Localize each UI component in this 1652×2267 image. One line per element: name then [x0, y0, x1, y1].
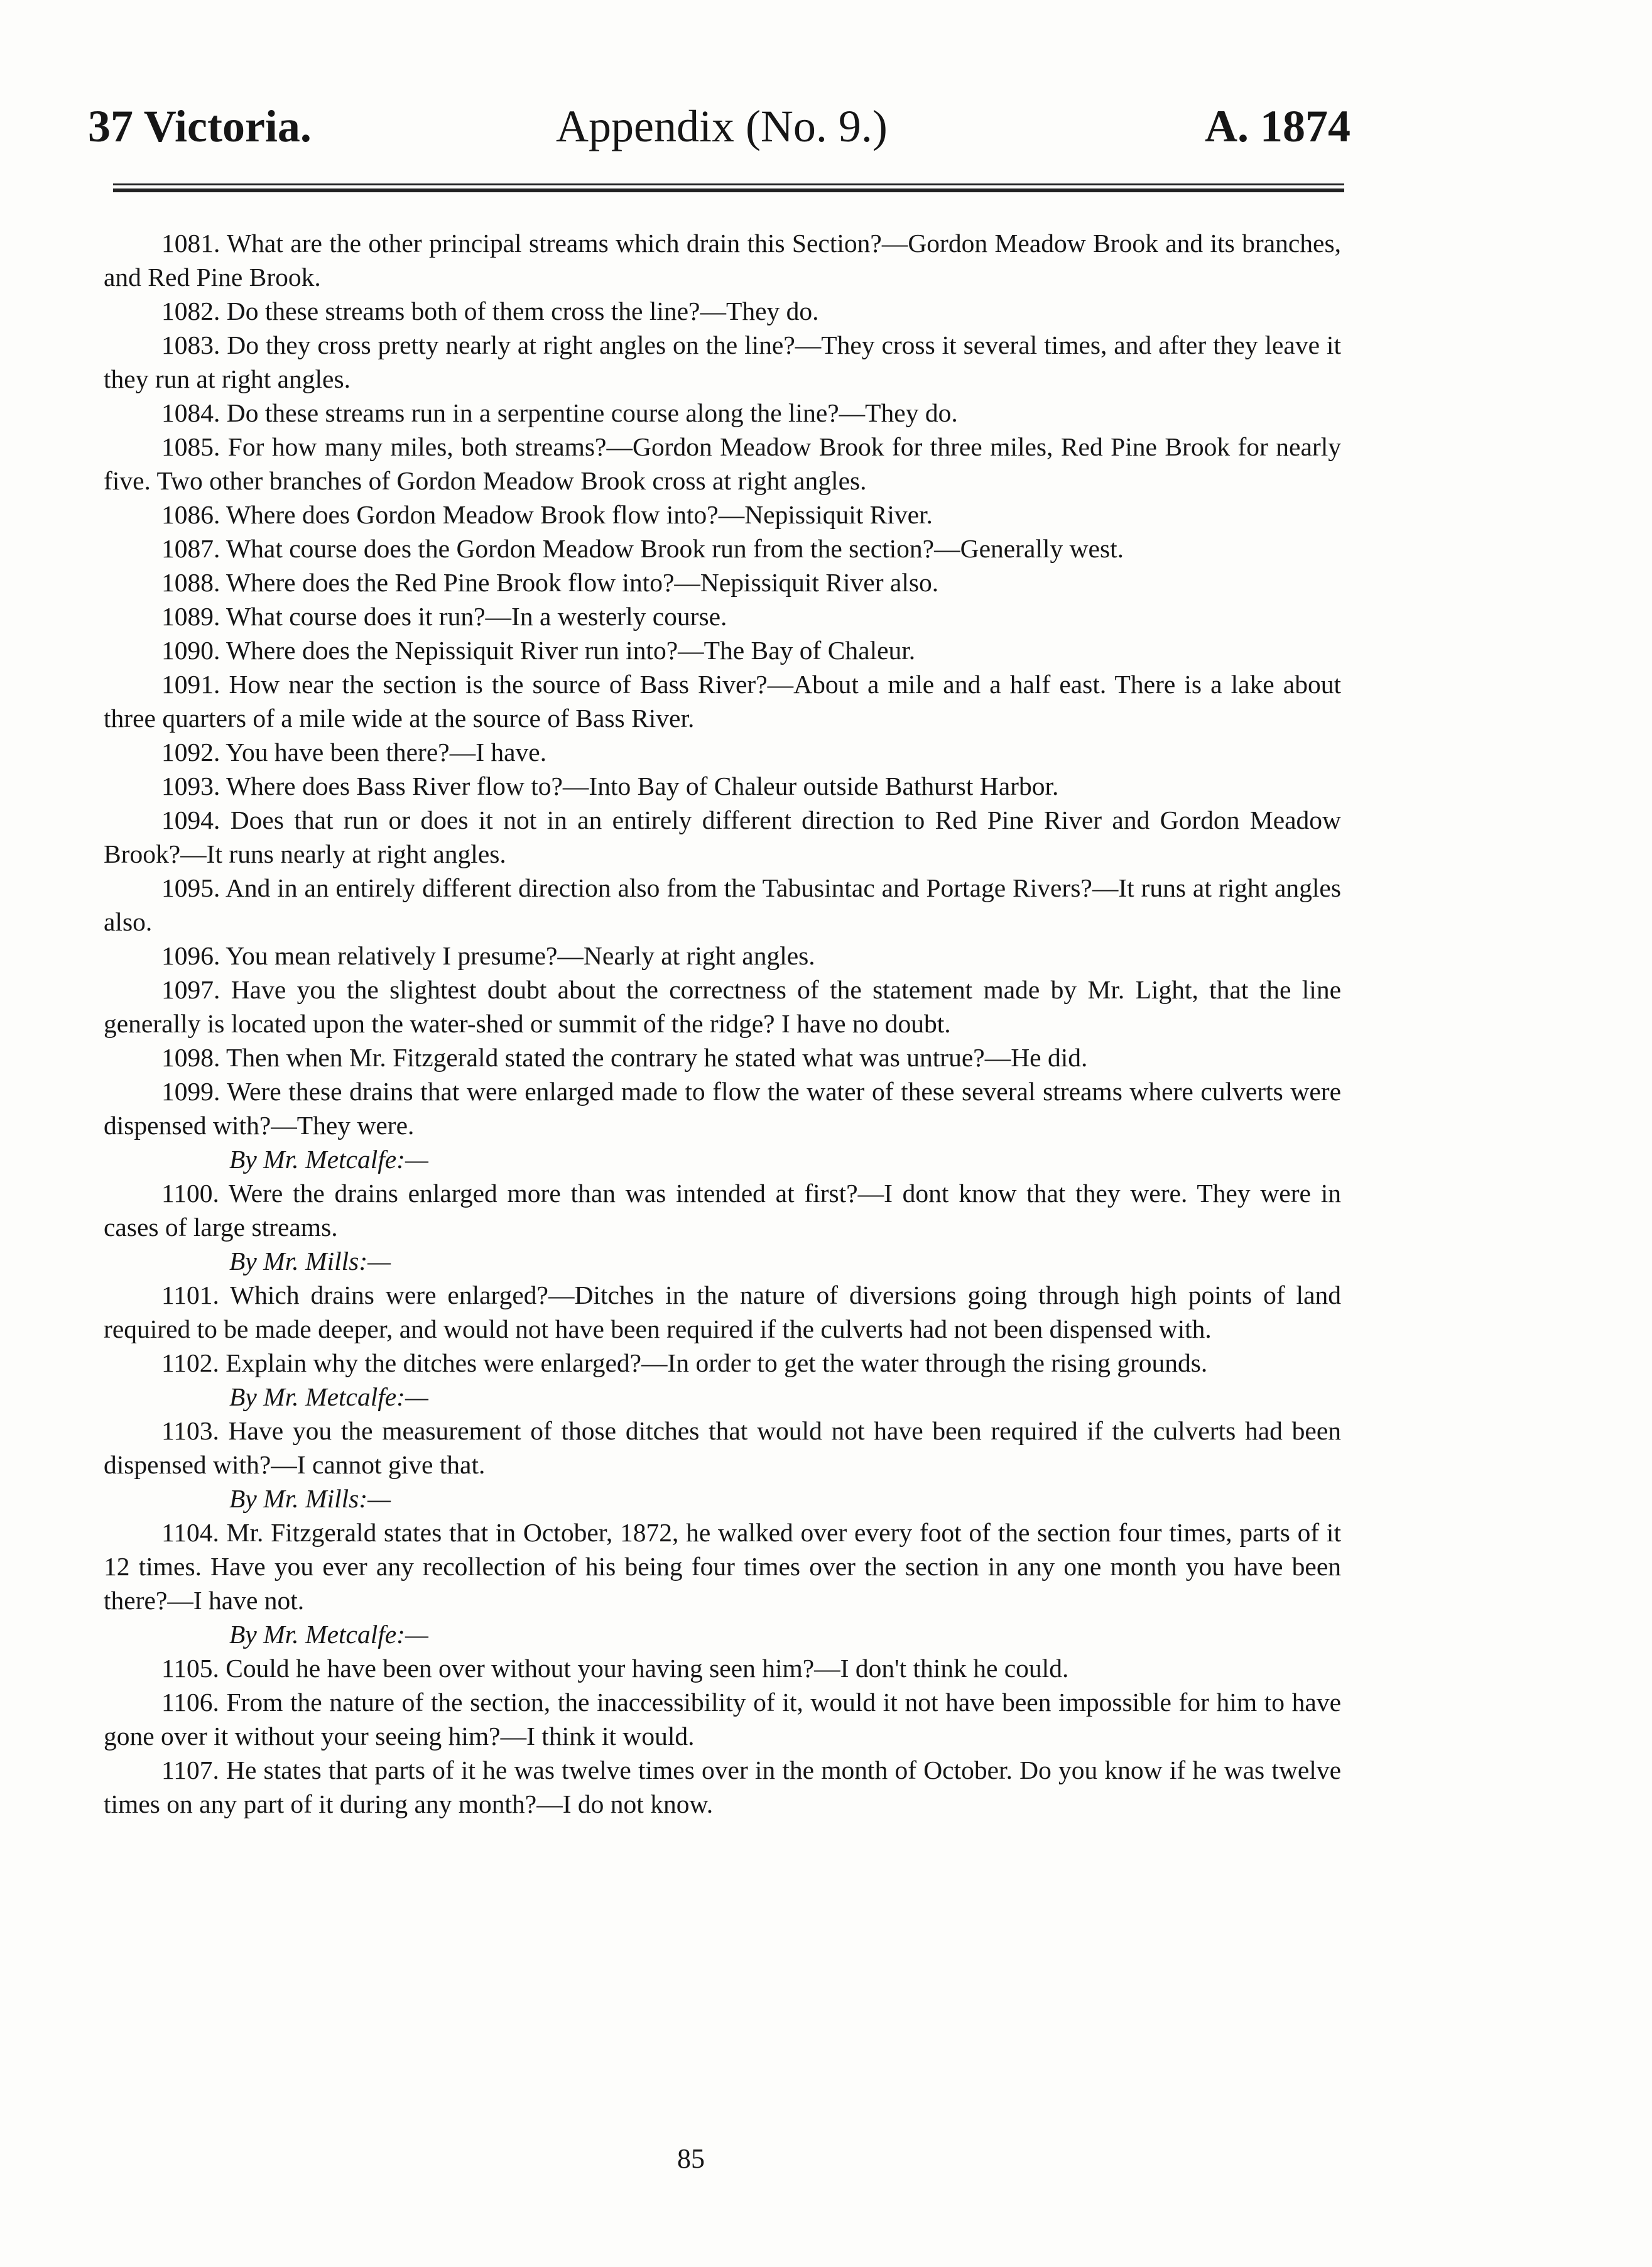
testimony-paragraph: 1096. You mean relatively I presume?—Nearly at right angles.: [161, 941, 815, 970]
testimony-paragraph: 1081. What are the other principal streams which drain this Section?—Gordon Meadow Brook and its branches, and Red Pine Brook.: [104, 229, 1341, 292]
header-year: A. 1874: [1205, 101, 1350, 151]
testimony-paragraph: 1100. Were the drains enlarged more than was intended at first?—I dont know that they were. They were in cases of large streams.: [104, 1179, 1341, 1242]
testimony-paragraph: 1090. Where does the Nepissiquit River run into?—The Bay of Chaleur.: [161, 636, 916, 665]
testimony-paragraph: 1089. What course does it run?—In a westerly course.: [161, 602, 727, 631]
testimony-paragraph: 1097. Have you the slightest doubt about the correctness of the statement made by Mr. Light, that the line generally is located upon the water-shed or summit of the ridge? I have no doubt.: [104, 975, 1341, 1038]
speaker-heading: By Mr. Mills:—: [229, 1247, 391, 1276]
testimony-paragraph: 1098. Then when Mr. Fitzgerald stated the contrary he stated what was untrue?—He did.: [161, 1043, 1088, 1072]
testimony-paragraph: 1093. Where does Bass River flow to?—Into Bay of Chaleur outside Bathurst Harbor.: [161, 772, 1059, 800]
speaker-heading: By Mr. Metcalfe:—: [229, 1620, 428, 1649]
testimony-body: [104, 226, 1341, 1821]
page-number: 85: [677, 2143, 705, 2174]
testimony-paragraph: 1101. Which drains were enlarged?—Ditches in the nature of diversions going through high points of land required to be made deeper, and would not have been required if the culverts had not been dispensed with.: [104, 1281, 1341, 1343]
header-rule-thin: [113, 183, 1344, 185]
page-header: [88, 101, 1350, 170]
testimony-paragraph: 1087. What course does the Gordon Meadow Brook run from the section?—Generally west.: [161, 534, 1124, 563]
testimony-paragraph: 1106. From the nature of the section, the inaccessibility of it, would it not have been impossible for him to have gone over it without your seeing him?—I think it would.: [104, 1688, 1341, 1751]
testimony-paragraph: 1094. Does that run or does it not in an entirely different direction to Red Pine River and Gordon Meadow Brook?—It runs nearly at right angles.: [104, 806, 1341, 868]
testimony-paragraph: 1095. And in an entirely different direction also from the Tabusintac and Portage Rivers?—It runs at right angles also.: [104, 873, 1341, 936]
testimony-paragraph: 1099. Were these drains that were enlarged made to flow the water of these several streams where culverts were dispensed with?—They were.: [104, 1077, 1341, 1140]
speaker-heading: By Mr. Metcalfe:—: [229, 1145, 428, 1174]
speaker-heading: By Mr. Mills:—: [229, 1484, 391, 1513]
testimony-paragraph: 1107. He states that parts of it he was twelve times over in the month of October. Do you know if he was twelve times on any part of it during any month?—I do not know.: [104, 1756, 1341, 1818]
testimony-paragraph: 1092. You have been there?—I have.: [161, 738, 547, 767]
testimony-paragraph: 1091. How near the section is the source of Bass River?—About a mile and a half east. There is a lake about three quarters of a mile wide at the source of Bass River.: [104, 670, 1341, 733]
testimony-paragraph: 1105. Could he have been over without your having seen him?—I don't think he could.: [161, 1654, 1069, 1683]
testimony-paragraph: 1102. Explain why the ditches were enlarged?—In order to get the water through the rising grounds.: [161, 1348, 1208, 1377]
testimony-paragraph: 1084. Do these streams run in a serpentine course along the line?—They do.: [161, 398, 958, 427]
testimony-paragraph: 1083. Do they cross pretty nearly at right angles on the line?—They cross it several times, and after they leave it they run at right angles.: [104, 330, 1341, 393]
header-appendix: Appendix (No. 9.): [556, 101, 888, 151]
testimony-paragraph: 1085. For how many miles, both streams?—Gordon Meadow Brook for three miles, Red Pine Brook for nearly five. Two other branches of Gordon Meadow Brook cross at right angles.: [104, 432, 1341, 495]
testimony-paragraph: 1082. Do these streams both of them cross the line?—They do.: [161, 297, 819, 325]
testimony-paragraph: 1088. Where does the Red Pine Brook flow into?—Nepissiquit River also.: [161, 568, 939, 597]
testimony-paragraph: 1104. Mr. Fitzgerald states that in October, 1872, he walked over every foot of the section four times, parts of it 12 times. Have you ever any recollection of his being four times over the section in any one month you have been there?—I have not.: [104, 1518, 1341, 1615]
header-rule-thick: [113, 188, 1344, 192]
speaker-heading: By Mr. Metcalfe:—: [229, 1382, 428, 1411]
testimony-paragraph: 1103. Have you the measurement of those ditches that would not have been required if the culverts had been dispensed with?—I cannot give that.: [104, 1416, 1341, 1479]
header-session: 37 Victoria.: [88, 101, 312, 151]
testimony-paragraph: 1086. Where does Gordon Meadow Brook flow into?—Nepissiquit River.: [161, 500, 933, 529]
